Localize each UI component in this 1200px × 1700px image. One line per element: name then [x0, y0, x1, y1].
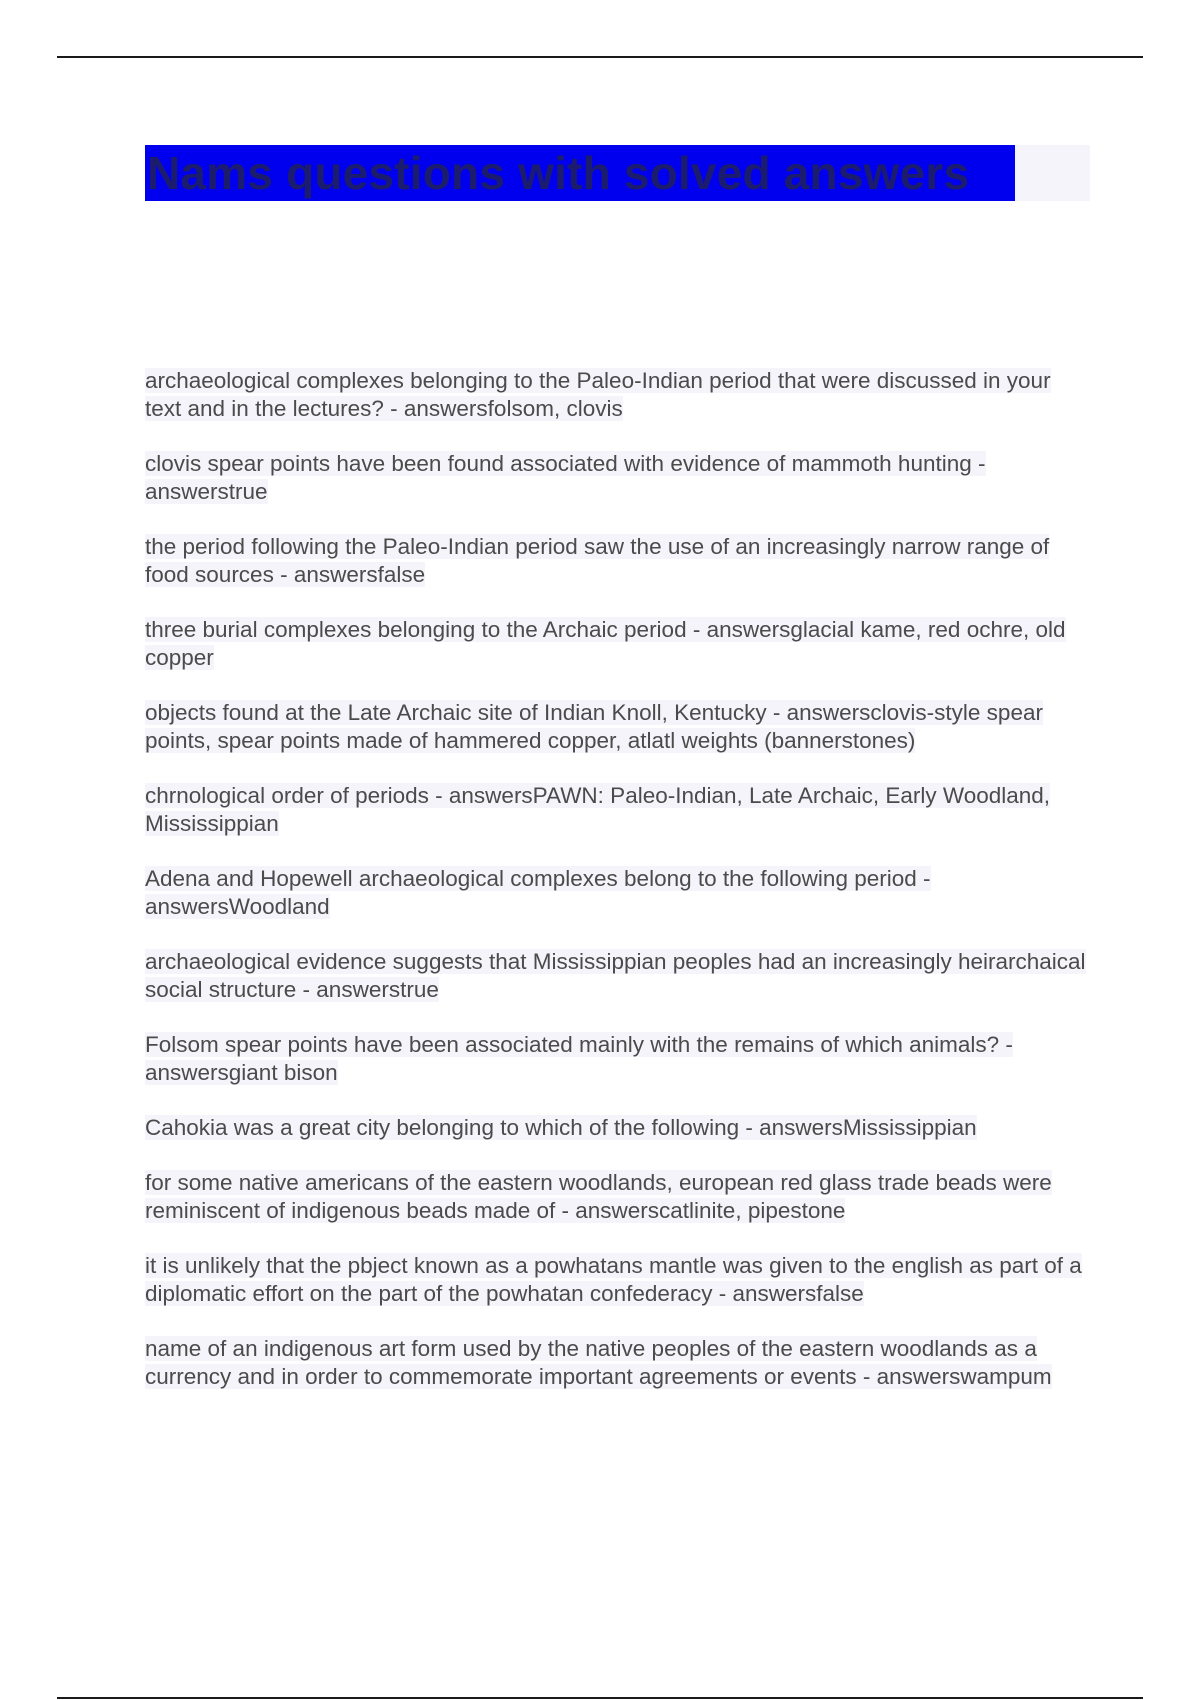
- title-banner: [145, 145, 1090, 201]
- qa-item: archaeological complexes belonging to the Paleo-Indian period that were discussed in your text and in the lectures? - answersfolsom, clovis: [145, 368, 1051, 421]
- qa-item: for some native americans of the eastern woodlands, european red glass trade beads were reminiscent of indigenous beads made of - answerscatlinite, pipestone: [145, 1170, 1052, 1223]
- qa-item: name of an indigenous art form used by the native peoples of the eastern woodlands as a currency and in order to commemorate important agreements or events - answerswampum: [145, 1336, 1052, 1389]
- bottom-rule: [57, 1697, 1143, 1699]
- qa-item: it is unlikely that the pbject known as a powhatans mantle was given to the english as part of a diplomatic effort on the part of the powhatan confederacy - answersfalse: [145, 1253, 1082, 1306]
- qa-list: [145, 367, 1090, 1418]
- qa-item: Cahokia was a great city belonging to which of the following - answersMississippian: [145, 1115, 977, 1140]
- qa-item: Folsom spear points have been associated mainly with the remains of which animals? - answersgiant bison: [145, 1032, 1013, 1085]
- qa-item: archaeological evidence suggests that Mississippian peoples had an increasingly heirarchaical social structure - answerstrue: [145, 949, 1086, 1002]
- document-title: Nams questions with solved answers: [147, 147, 970, 199]
- qa-item: clovis spear points have been found associated with evidence of mammoth hunting - answerstrue: [145, 451, 986, 504]
- qa-item: objects found at the Late Archaic site of Indian Knoll, Kentucky - answersclovis-style spear points, spear points made of hammered copper, atlatl weights (bannerstones): [145, 700, 1043, 753]
- qa-item: three burial complexes belonging to the Archaic period - answersglacial kame, red ochre, old copper: [145, 617, 1066, 670]
- qa-item: Adena and Hopewell archaeological complexes belong to the following period - answersWoodland: [145, 866, 931, 919]
- qa-item: the period following the Paleo-Indian period saw the use of an increasingly narrow range of food sources - answersfalse: [145, 534, 1050, 587]
- top-rule: [57, 56, 1143, 58]
- qa-item: chrnological order of periods - answersPAWN: Paleo-Indian, Late Archaic, Early Woodland, Mississippian: [145, 783, 1051, 836]
